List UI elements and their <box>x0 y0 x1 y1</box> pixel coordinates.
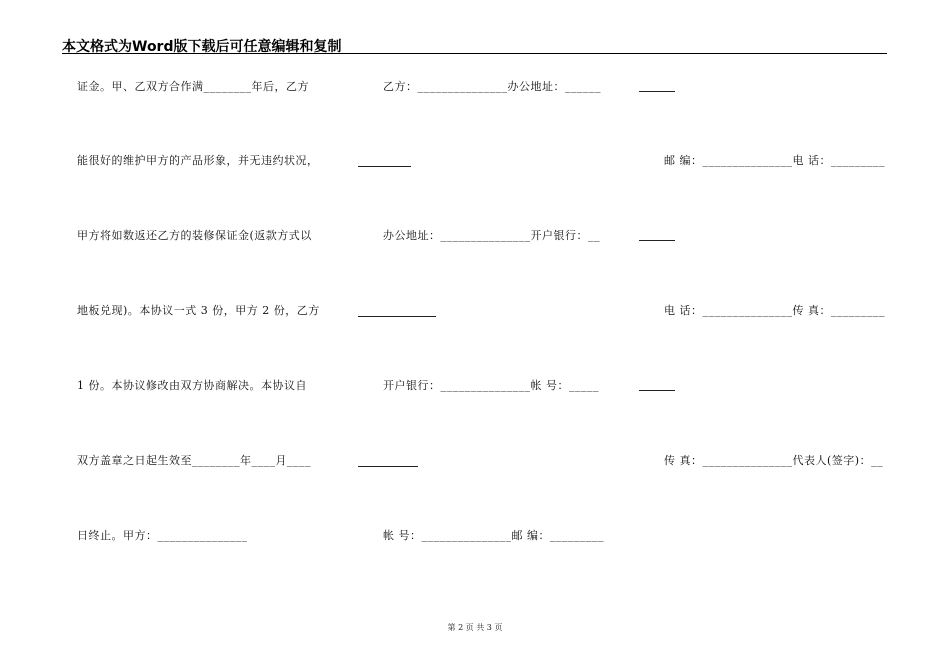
left-line-2: 能很好的维护甲方的产品形象，并无违约状况， <box>77 154 319 167</box>
fill-blank <box>358 316 436 317</box>
left-line-7: 日终止。甲方：_______________ <box>77 529 248 542</box>
middle-line-1: 乙方：_______________办公地址：______ <box>383 80 601 93</box>
header-divider <box>62 53 887 54</box>
right-line-4: 电 话：_______________传 真：_________ <box>664 304 885 317</box>
left-line-3: 甲方将如数返还乙方的装修保证金(返款方式以 <box>77 229 312 242</box>
right-line-2: 邮 编：_______________电 话：_________ <box>664 154 885 167</box>
fill-blank <box>358 466 418 467</box>
fill-blank <box>639 390 675 391</box>
middle-line-3: 办公地址：_______________开户银行：__ <box>383 229 600 242</box>
middle-line-5: 开户银行：_______________帐 号：_____ <box>383 379 599 392</box>
fill-blank <box>358 166 411 167</box>
page-number-footer: 第 2 页 共 3 页 <box>447 623 503 632</box>
left-line-6: 双方盖章之日起生效至________年____月____ <box>77 454 311 467</box>
fill-blank <box>639 240 675 241</box>
fill-blank <box>639 91 675 92</box>
document-header-title: 本文格式为Word版下载后可任意编辑和复制 <box>62 39 342 55</box>
left-line-5: 1 份。本协议修改由双方协商解决。本协议自 <box>77 379 307 392</box>
left-line-1: 证金。甲、乙双方合作满________年后，乙方 <box>77 80 309 93</box>
right-line-6: 传 真：_______________代表人(签字)：__ <box>664 454 884 467</box>
left-line-4: 地板兑现)。本协议一式 3 份，甲方 2 份，乙方 <box>77 304 320 317</box>
middle-line-7: 帐 号：_______________邮 编：_________ <box>383 529 604 542</box>
